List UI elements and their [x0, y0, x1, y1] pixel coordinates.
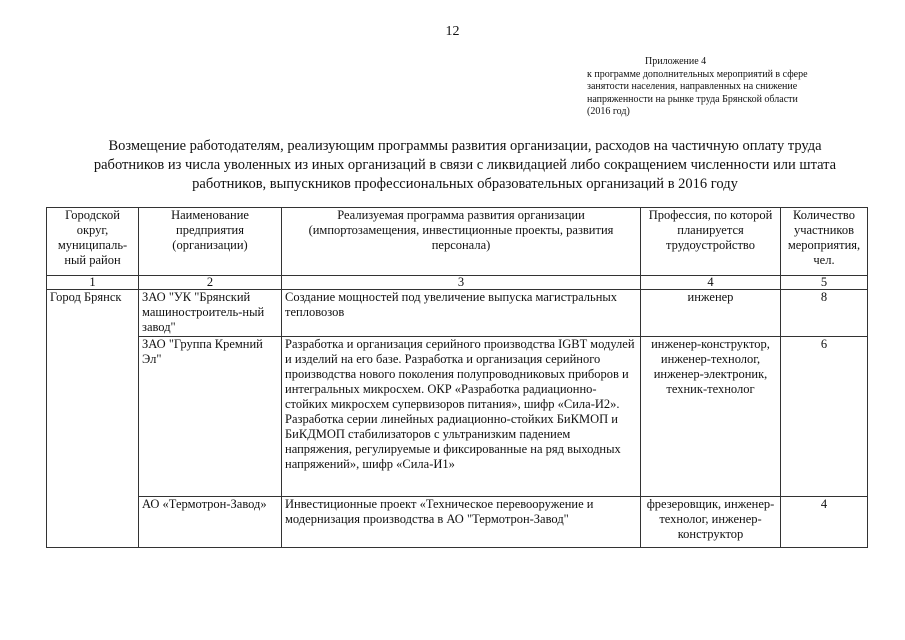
profession-cell: инженер	[641, 290, 781, 337]
appendix-line: к программе дополнительных мероприятий в сфере	[587, 68, 808, 80]
table-row	[47, 290, 868, 337]
district-cell: Город Брянск	[47, 290, 139, 548]
program-cell: Инвестиционные проект «Техническое перевооружение и модернизация производства в АО "Термотрон-Завод"	[282, 497, 641, 548]
profession-cell: фрезеровщик, инженер-технолог, инженер-конструктор	[641, 497, 781, 548]
header-district: Городской округ, муниципаль-ный район	[47, 208, 139, 276]
count-cell: 4	[781, 497, 868, 548]
header-company: Наименование предприятия (организации)	[139, 208, 282, 276]
company-cell: ЗАО "УК "Брянский машиностроитель-ный завод"	[139, 290, 282, 337]
page-number: 12	[445, 24, 460, 39]
employers-table	[46, 207, 868, 548]
header-count: Количество участников мероприятия, чел.	[781, 208, 868, 276]
header-program: Реализуемая программа развития организации (импортозамещения, инвестиционные проекты, развития персонала)	[282, 208, 641, 276]
table-header-row	[47, 208, 868, 276]
document-title-line: Возмещение работодателям, реализующим программы развития организации, расходов на частичную оплату труда	[108, 138, 822, 154]
document-title-line: работников, выпускников профессиональных образовательных организаций в 2016 году	[192, 176, 738, 192]
column-number: 4	[641, 276, 781, 290]
table-row	[47, 337, 868, 497]
company-cell: ЗАО "Группа Кремний Эл"	[139, 337, 282, 497]
company-cell: АО «Термотрон-Завод»	[139, 497, 282, 548]
appendix-line: напряженности на рынке труда Брянской области	[587, 93, 798, 105]
column-number: 3	[282, 276, 641, 290]
count-cell: 6	[781, 337, 868, 497]
column-number: 1	[47, 276, 139, 290]
column-number: 5	[781, 276, 868, 290]
header-profession: Профессия, по которой планируется трудоустройство	[641, 208, 781, 276]
appendix-line: занятости населения, направленных на снижение	[587, 81, 798, 92]
document-title-line: работников из числа уволенных из иных организаций в связи с ликвидацией либо сокращением численности или штата	[93, 157, 837, 173]
appendix-title: Приложение 4	[645, 56, 707, 67]
column-number: 2	[139, 276, 282, 290]
table-row	[47, 497, 868, 548]
program-cell: Создание мощностей под увеличение выпуска магистральных тепловозов	[282, 290, 641, 337]
program-cell: Разработка и организация серийного производства IGBT модулей и изделий на его базе. Разработка и организация серийного производства нового поколения полупроводниковых приборов и интегральных микросхем. ОКР «Разработка радиационно-стойких микросхем супервизоров питания», шифр «Сила-И2». Разработка серии линейных радиационно-стойких БиКМОП и БиКДМОП стабилизаторов с ультранизким падением напряжения, регулируемые и фиксированные на ряд выходных напряжений», шифр «Сила-И1»	[282, 337, 641, 497]
profession-cell: инженер-конструктор, инженер-технолог, инженер-электроник, техник-технолог	[641, 337, 781, 497]
count-cell: 8	[781, 290, 868, 337]
document-title	[40, 137, 890, 194]
appendix-line: (2016 год)	[587, 106, 630, 117]
column-number-row	[47, 276, 868, 290]
appendix-header	[587, 56, 887, 119]
